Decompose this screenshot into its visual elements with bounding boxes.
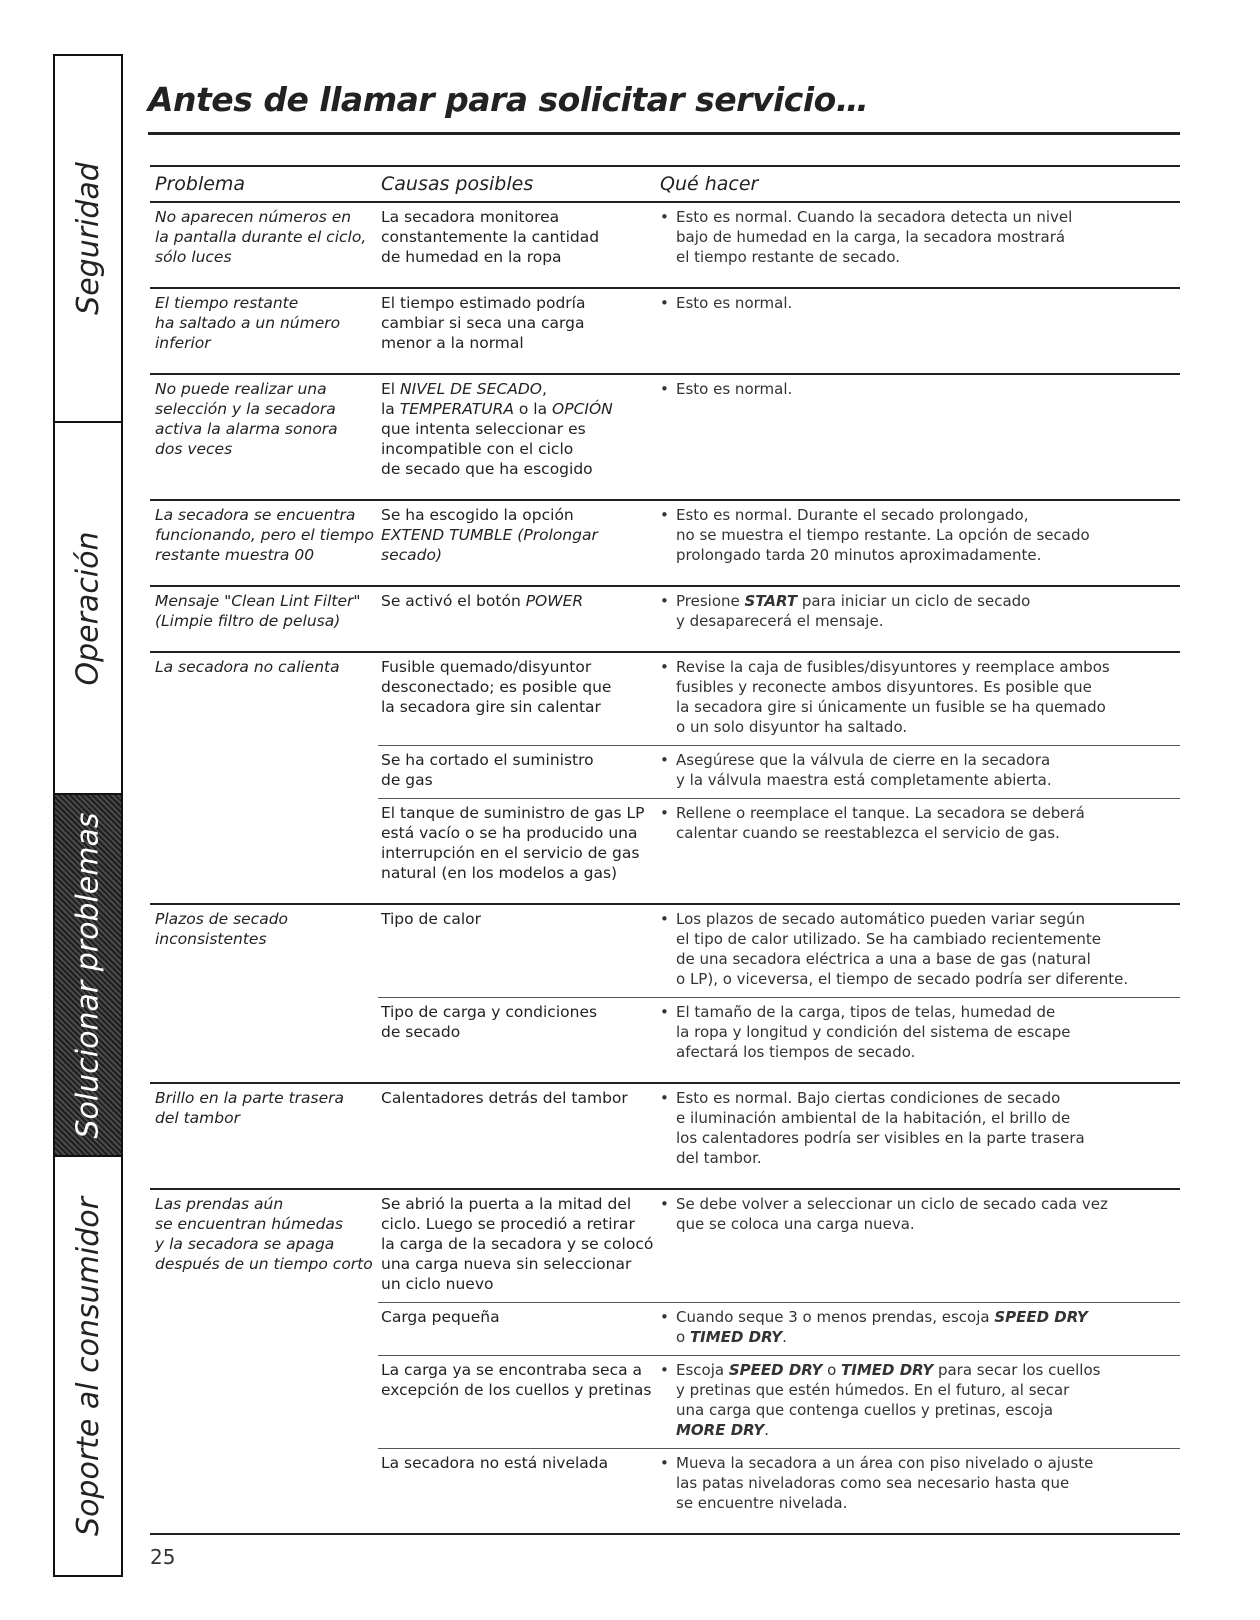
causes-list bbox=[378, 591, 1180, 639]
problem-cell: Mensaje "Clean Lint Filter" (Limpie filtro de pelusa) bbox=[155, 592, 361, 630]
action-text bbox=[676, 1307, 1088, 1347]
sidebar bbox=[53, 54, 123, 1577]
problem-cell: No puede realizar una selección y la secadora activa la alarma sonora dos veces bbox=[155, 380, 338, 458]
cause-cell: Fusible quemado/disyuntor desconectado; es posible que la secadora gire sin calentar bbox=[381, 658, 612, 716]
emphasis-text: SPEED DRY bbox=[994, 1308, 1088, 1326]
text-fragment: o la bbox=[513, 400, 553, 418]
table-body bbox=[150, 203, 1180, 1535]
action-text bbox=[676, 1360, 1100, 1440]
action-text: Los plazos de secado automático pueden variar según el tipo de calor utilizado. Se ha cambiado recientemente de una secadora eléctrica a una a base de gas (natural o LP), o viceversa, el tiempo de secado podría ser diferente. bbox=[676, 910, 1129, 988]
cause-row bbox=[378, 997, 1180, 1070]
emphasis-text: POWER bbox=[525, 592, 584, 610]
cause-cell: La secadora no está nivelada bbox=[381, 1454, 609, 1472]
header-action: Qué hacer bbox=[660, 173, 759, 195]
action-cell bbox=[660, 1088, 1180, 1168]
text-fragment: . bbox=[782, 1328, 787, 1346]
action-cell bbox=[660, 207, 1180, 267]
bullet-icon: • bbox=[660, 751, 669, 769]
text-fragment: o bbox=[676, 1328, 686, 1346]
action-cell bbox=[660, 1002, 1180, 1062]
cause-row bbox=[378, 591, 1180, 639]
emphasis-text: NIVEL DE SECADO bbox=[400, 380, 543, 398]
problem-cell: La secadora no calienta bbox=[155, 658, 340, 676]
text-fragment: para iniciar un ciclo de secado y desaparecerá el mensaje. bbox=[676, 592, 1031, 630]
emphasis-text: TIMED DRY bbox=[689, 1328, 783, 1346]
causes-list bbox=[378, 1088, 1180, 1176]
cause-cell: Calentadores detrás del tambor bbox=[381, 1089, 628, 1107]
table-header bbox=[150, 165, 1180, 203]
cause-row bbox=[378, 1448, 1180, 1521]
action-cell bbox=[660, 657, 1180, 737]
action-cell bbox=[660, 1360, 1180, 1440]
page-number: 25 bbox=[150, 1545, 176, 1569]
cause-row bbox=[378, 293, 1180, 361]
action-text: Rellene o reemplace el tanque. La secadora se deberá calentar cuando se reestablezca el servicio de gas. bbox=[676, 804, 1085, 842]
problem-cell: Brillo en la parte trasera del tambor bbox=[155, 1089, 345, 1127]
cause-cell: Se abrió la puerta a la mitad del ciclo. Luego se procedió a retirar la carga de la secadora y se colocó una carga nueva sin seleccionar un ciclo nuevo bbox=[381, 1195, 654, 1293]
bullet-icon: • bbox=[660, 1454, 669, 1472]
problem-cell: El tiempo restante ha saltado a un número inferior bbox=[155, 294, 341, 352]
bullet-icon: • bbox=[660, 592, 669, 610]
problem-cell: La secadora se encuentra funcionando, pero el tiempo restante muestra 00 bbox=[155, 506, 375, 564]
action-text: Esto es normal. Cuando la secadora detecta un nivel bajo de humedad en la carga, la secadora mostrará el tiempo restante de secado. bbox=[676, 208, 1073, 266]
tab-operacion-label: Operación bbox=[70, 530, 106, 686]
action-cell bbox=[660, 379, 1180, 479]
text-fragment: Escoja bbox=[676, 1361, 729, 1379]
troubleshooting-table bbox=[150, 165, 1180, 1535]
action-text: Esto es normal. bbox=[676, 380, 793, 398]
cause-cell bbox=[378, 379, 660, 479]
bullet-icon: • bbox=[660, 1089, 669, 1107]
bullet-icon: • bbox=[660, 804, 669, 822]
action-cell bbox=[660, 1453, 1180, 1513]
causes-list bbox=[378, 379, 1180, 487]
text-fragment: Se activó el botón bbox=[381, 592, 526, 610]
text-fragment: , la bbox=[381, 380, 547, 418]
bullet-icon: • bbox=[660, 294, 669, 312]
action-text: Mueva la secadora a un área con piso nivelado o ajuste las patas niveladoras como sea necesario hasta que se encuentre nivelada. bbox=[676, 1454, 1094, 1512]
text-fragment: El bbox=[381, 380, 401, 398]
action-text: Esto es normal. Durante el secado prolongado, no se muestra el tiempo restante. La opción de secado prolongado tarda 20 minutos aproximadamente. bbox=[676, 506, 1090, 564]
cause-cell bbox=[378, 505, 660, 565]
action-text: Revise la caja de fusibles/disyuntores y reemplace ambos fusibles y reconecte ambos disyuntores. Es posible que la secadora gire si únicamente un fusible se ha quemado o un solo disyuntor ha saltado. bbox=[676, 658, 1110, 736]
table-row bbox=[150, 501, 1180, 587]
action-cell bbox=[660, 803, 1180, 883]
causes-list bbox=[378, 207, 1180, 275]
causes-list bbox=[378, 505, 1180, 573]
cause-cell: Se ha cortado el suministro de gas bbox=[381, 751, 594, 789]
problem-cell: Plazos de secado inconsistentes bbox=[155, 910, 289, 948]
tab-seguridad[interactable] bbox=[55, 56, 121, 421]
cause-row bbox=[378, 1088, 1180, 1176]
cause-cell: La carga ya se encontraba seca a excepción de los cuellos y pretinas bbox=[381, 1361, 652, 1399]
cause-row bbox=[378, 657, 1180, 745]
problem-cell: No aparecen números en la pantalla durante el ciclo, sólo luces bbox=[155, 208, 367, 266]
bullet-icon: • bbox=[660, 910, 669, 928]
table-row bbox=[150, 587, 1180, 653]
emphasis-text: OPCIÓN bbox=[552, 400, 613, 418]
cause-cell: La secadora monitorea constantemente la cantidad de humedad en la ropa bbox=[381, 208, 600, 266]
action-text: Esto es normal. bbox=[676, 294, 793, 312]
text-fragment: Se ha escogido la opción bbox=[381, 506, 574, 524]
action-cell bbox=[660, 1307, 1180, 1347]
bullet-icon: • bbox=[660, 506, 669, 524]
action-text: Se debe volver a seleccionar un ciclo de secado cada vez que se coloca una carga nueva. bbox=[676, 1195, 1108, 1233]
cause-row bbox=[378, 1302, 1180, 1355]
bullet-icon: • bbox=[660, 1308, 669, 1326]
bullet-icon: • bbox=[660, 1195, 669, 1213]
action-cell bbox=[660, 909, 1180, 989]
tab-operacion[interactable] bbox=[55, 423, 121, 793]
bullet-icon: • bbox=[660, 1361, 669, 1379]
cause-row bbox=[378, 505, 1180, 573]
text-fragment: Cuando seque 3 o menos prendas, escoja bbox=[676, 1308, 995, 1326]
table-row bbox=[150, 905, 1180, 1084]
cause-cell: El tiempo estimado podría cambiar si seca una carga menor a la normal bbox=[381, 294, 586, 352]
text-fragment: Presione bbox=[676, 592, 745, 610]
cause-row bbox=[378, 909, 1180, 997]
text-fragment: que intenta seleccionar es incompatible con el ciclo de secado que ha escogido bbox=[381, 420, 593, 478]
cause-row bbox=[378, 379, 1180, 487]
bullet-icon: • bbox=[660, 208, 669, 226]
causes-list bbox=[378, 293, 1180, 361]
table-row bbox=[150, 1084, 1180, 1190]
table-row bbox=[150, 289, 1180, 375]
causes-list bbox=[378, 657, 1180, 891]
table-row bbox=[150, 375, 1180, 501]
cause-row bbox=[378, 1355, 1180, 1448]
table-row bbox=[150, 1190, 1180, 1535]
text-fragment: o bbox=[822, 1361, 842, 1379]
action-cell bbox=[660, 591, 1180, 631]
emphasis-text: TEMPERATURA bbox=[399, 400, 514, 418]
emphasis-text: EXTEND TUMBLE (Prolongar secado) bbox=[381, 526, 598, 564]
cause-cell: Carga pequeña bbox=[381, 1308, 500, 1326]
text-fragment: . bbox=[764, 1421, 769, 1439]
action-text: El tamaño de la carga, tipos de telas, humedad de la ropa y longitud y condición del sistema de escape afectará los tiempos de secado. bbox=[676, 1003, 1071, 1061]
tab-soporte-consumidor[interactable] bbox=[55, 1157, 121, 1575]
text-fragment: para secar los cuellos y pretinas que estén húmedos. En el futuro, al secar una carga que contenga cuellos y pretinas, escoja bbox=[676, 1361, 1101, 1419]
problem-cell: Las prendas aún se encuentran húmedas y la secadora se apaga después de un tiempo corto bbox=[155, 1195, 373, 1273]
cause-cell: El tanque de suministro de gas LP está vacío o se ha producido una interrupción en el servicio de gas natural (en los modelos a gas) bbox=[381, 804, 645, 882]
emphasis-text: START bbox=[744, 592, 798, 610]
emphasis-text: MORE DRY bbox=[676, 1421, 765, 1439]
emphasis-text: SPEED DRY bbox=[728, 1361, 823, 1379]
table-row bbox=[150, 653, 1180, 905]
causes-list bbox=[378, 909, 1180, 1070]
bullet-icon: • bbox=[660, 1003, 669, 1021]
header-cause: Causas posibles bbox=[381, 173, 534, 195]
tab-seguridad-label: Seguridad bbox=[70, 162, 106, 315]
tab-solucionar-problemas[interactable] bbox=[55, 795, 121, 1155]
action-text: Esto es normal. Bajo ciertas condiciones de secado e iluminación ambiental de la habitación, el brillo de los calentadores podría ser visibles en la parte trasera del tambor. bbox=[676, 1089, 1085, 1167]
cause-cell bbox=[378, 591, 660, 631]
tab-soporte-label: Soporte al consumidor bbox=[70, 1196, 106, 1536]
action-text bbox=[676, 591, 1030, 631]
bullet-icon: • bbox=[660, 658, 669, 676]
cause-row bbox=[378, 1194, 1180, 1302]
cause-row bbox=[378, 745, 1180, 798]
emphasis-text: TIMED DRY bbox=[841, 1361, 934, 1379]
header-problem: Problema bbox=[155, 173, 246, 195]
cause-row bbox=[378, 207, 1180, 275]
action-cell bbox=[660, 505, 1180, 565]
action-text: Asegúrese que la válvula de cierre en la secadora y la válvula maestra está completamente abierta. bbox=[676, 751, 1052, 789]
tab-solucionar-label: Solucionar problemas bbox=[70, 811, 106, 1139]
title-rule bbox=[148, 132, 1180, 135]
causes-list bbox=[378, 1194, 1180, 1521]
cause-cell: Tipo de calor bbox=[381, 910, 482, 928]
cause-cell: Tipo de carga y condiciones de secado bbox=[381, 1003, 598, 1041]
action-cell bbox=[660, 1194, 1180, 1294]
page-title: Antes de llamar para solicitar servicio… bbox=[148, 80, 869, 119]
bullet-icon: • bbox=[660, 380, 669, 398]
table-row bbox=[150, 203, 1180, 289]
action-cell bbox=[660, 293, 1180, 353]
cause-row bbox=[378, 798, 1180, 891]
action-cell bbox=[660, 750, 1180, 790]
